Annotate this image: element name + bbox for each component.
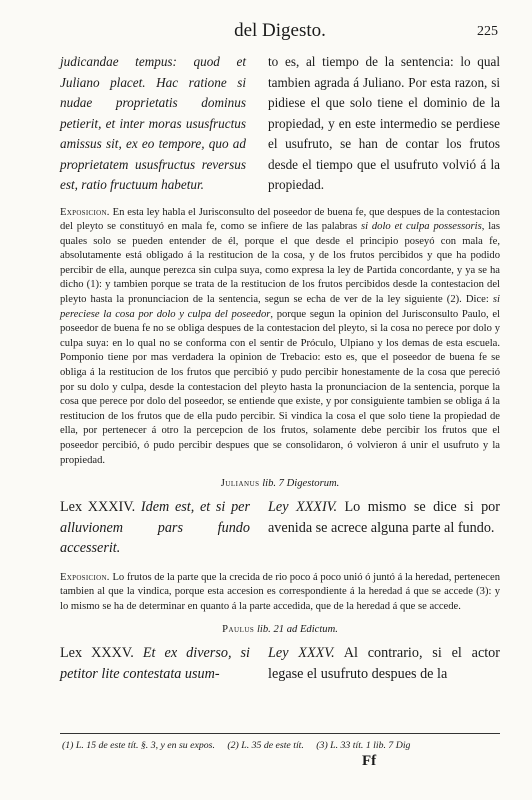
page-number: 225 xyxy=(477,24,498,39)
footnote-1: (1) L. 15 de este tít. §. 3, y en su expos. xyxy=(62,740,215,751)
lex-35-row xyxy=(60,643,500,684)
ley-35-spanish-text: Al contrario, si el actor legase el usufruto despues de la xyxy=(268,645,501,682)
lex-35-latin-text: Et ex diverso, si petitor lite contestata usum- xyxy=(60,645,251,682)
exposition-text-1: En esta ley habla el Jurisconsulto del poseedor de buena fe, que despues de la contestacion del pleyto se constituyó en mala fe, como se infiere de las palabras xyxy=(60,206,500,233)
lex-35-spanish xyxy=(268,643,500,684)
lex-34-spanish xyxy=(268,497,500,559)
source-reference: lib. 7 Digestorum. xyxy=(262,478,340,490)
lex-34-latin xyxy=(60,497,250,559)
exposition-quote-1: si dolo et culpa possessoris xyxy=(360,221,482,233)
exposition-paragraph-2 xyxy=(60,571,500,615)
lex-35-label: Lex XXXV. xyxy=(60,645,134,662)
exposition-text-2: , las quales solo se pueden entender de él, porque el que desde el principio poseyó con mala fe, absolutamente está obligado á la restitucion de la cosa, y de los frutos percibidos y que ha podido percibir de ella, aunque perezca sin culpa suya, como expresa la ley de Partida concordante, y ya se ha dicho (1): y tambien porque se trata de la restitucion de los frutos percibidos desde la contestacion del pleyto hasta la pronunciacion de la sentencia, segun se echa de ver de la ley siguiente (2). Dice: xyxy=(60,221,500,306)
lex-35-latin xyxy=(60,643,250,684)
ley-34-spanish-text: Lo mismo se dice si por avenida se acrece alguna parte al fundo. xyxy=(268,499,501,536)
header-title: del Digesto. xyxy=(234,20,326,41)
lex-34-row xyxy=(60,497,500,559)
lex-34-latin-text: Idem est, et si per alluvionem pars fundo accesserit. xyxy=(60,499,250,557)
fragment-columns xyxy=(60,52,500,196)
exposition-text-3: , porque segun la opinion del Jurisconsulto Paulo, el poseedor de buena fe no se obliga despues de la contestacion del pleyto, si la cosa no perece por dolo y culpa suya: en lo qual no se conforma con el sentir de Próculo, Ulpiano y los demas de esta escuela. Pomponio tiene por mas verdadera la opinion de Trebacio: esto es, que el poseedor de buena fe se obliga á la restitucion de los frutos que percibió y pudo percibir honestamente de la cosa que pereció por su dolo y culpa, desde la contestacion del pleyto hasta la pronunciacion de la sentencia, porque la cosa que perece por dolo del poseedor, se entiende que existe, y por consiguiente tambien se obliga á la restitucion de los frutos que de ella pudo percibir. Si vindica la cosa el que solo tiene la propiedad de ella, por pertenecer á otro la percepcion de los frutos, solamente debe percibir los frutos que el poseedor percibió, ó pudo percibir despues que se consolidaron, ó volvieron á unir el usufruto y la propiedad. xyxy=(60,308,500,466)
exposition-2-text: Lo frutos de la parte que la crecida de rio poco á poco unió ó juntó á la heredad, pertenecen tambien al que la vindica, porque esta accesion es correspondiente á la heredad á que se accede (3): y lo mismo se ha de determinar en quanto á la parte accedida, que de la heredad á que se accede. xyxy=(60,571,501,612)
footnotes xyxy=(62,740,502,751)
source-author: Julianus xyxy=(220,478,260,490)
footnote-3: (3) L. 33 tít. 1 lib. 7 Dig xyxy=(316,740,411,751)
source-citation-2 xyxy=(60,624,500,635)
spanish-fragment: to es, al tiempo de la sentencia: lo qual tambien agrada á Juliano. Por esta razon, si pidiese el que solo tiene el dominio de la propiedad, y en este intermedio se perdiese el usufruto, se han de contar los frutos desde el tiempo que el usufruto volvió á la propiedad. xyxy=(268,54,500,192)
source-citation xyxy=(60,478,500,489)
printer-signature-mark: Ff xyxy=(362,753,377,769)
footnote-rule xyxy=(60,733,500,734)
ley-34-label: Ley XXXIV. xyxy=(268,499,338,516)
latin-fragment: judicandae tempus: quod et Juliano placet. Hac ratione si nudae proprietatis dominus petierit, et inter moras ususfructus amissus sit, ex eo tempore, quo ad proprietatem ususfructus reversus est, ratio fructuum habetur. xyxy=(60,54,246,192)
exposition-lead: Exposicion. xyxy=(60,206,110,218)
source-2-author: Paulus xyxy=(222,624,255,636)
exposition-2-lead: Exposicion. xyxy=(60,571,110,583)
running-header xyxy=(60,18,500,44)
lex-34-label: Lex XXXIV. xyxy=(60,499,136,516)
source-2-reference: lib. 21 ad Edictum. xyxy=(256,624,338,636)
footnote-2: (2) L. 35 de este tít. xyxy=(227,740,304,751)
exposition-quote-2: si pereciese la cosa por dolo y culpa del poseedor xyxy=(60,294,500,320)
ley-35-label: Ley XXXV. xyxy=(268,645,335,662)
exposition-paragraph xyxy=(60,206,500,469)
book-page xyxy=(60,18,500,684)
